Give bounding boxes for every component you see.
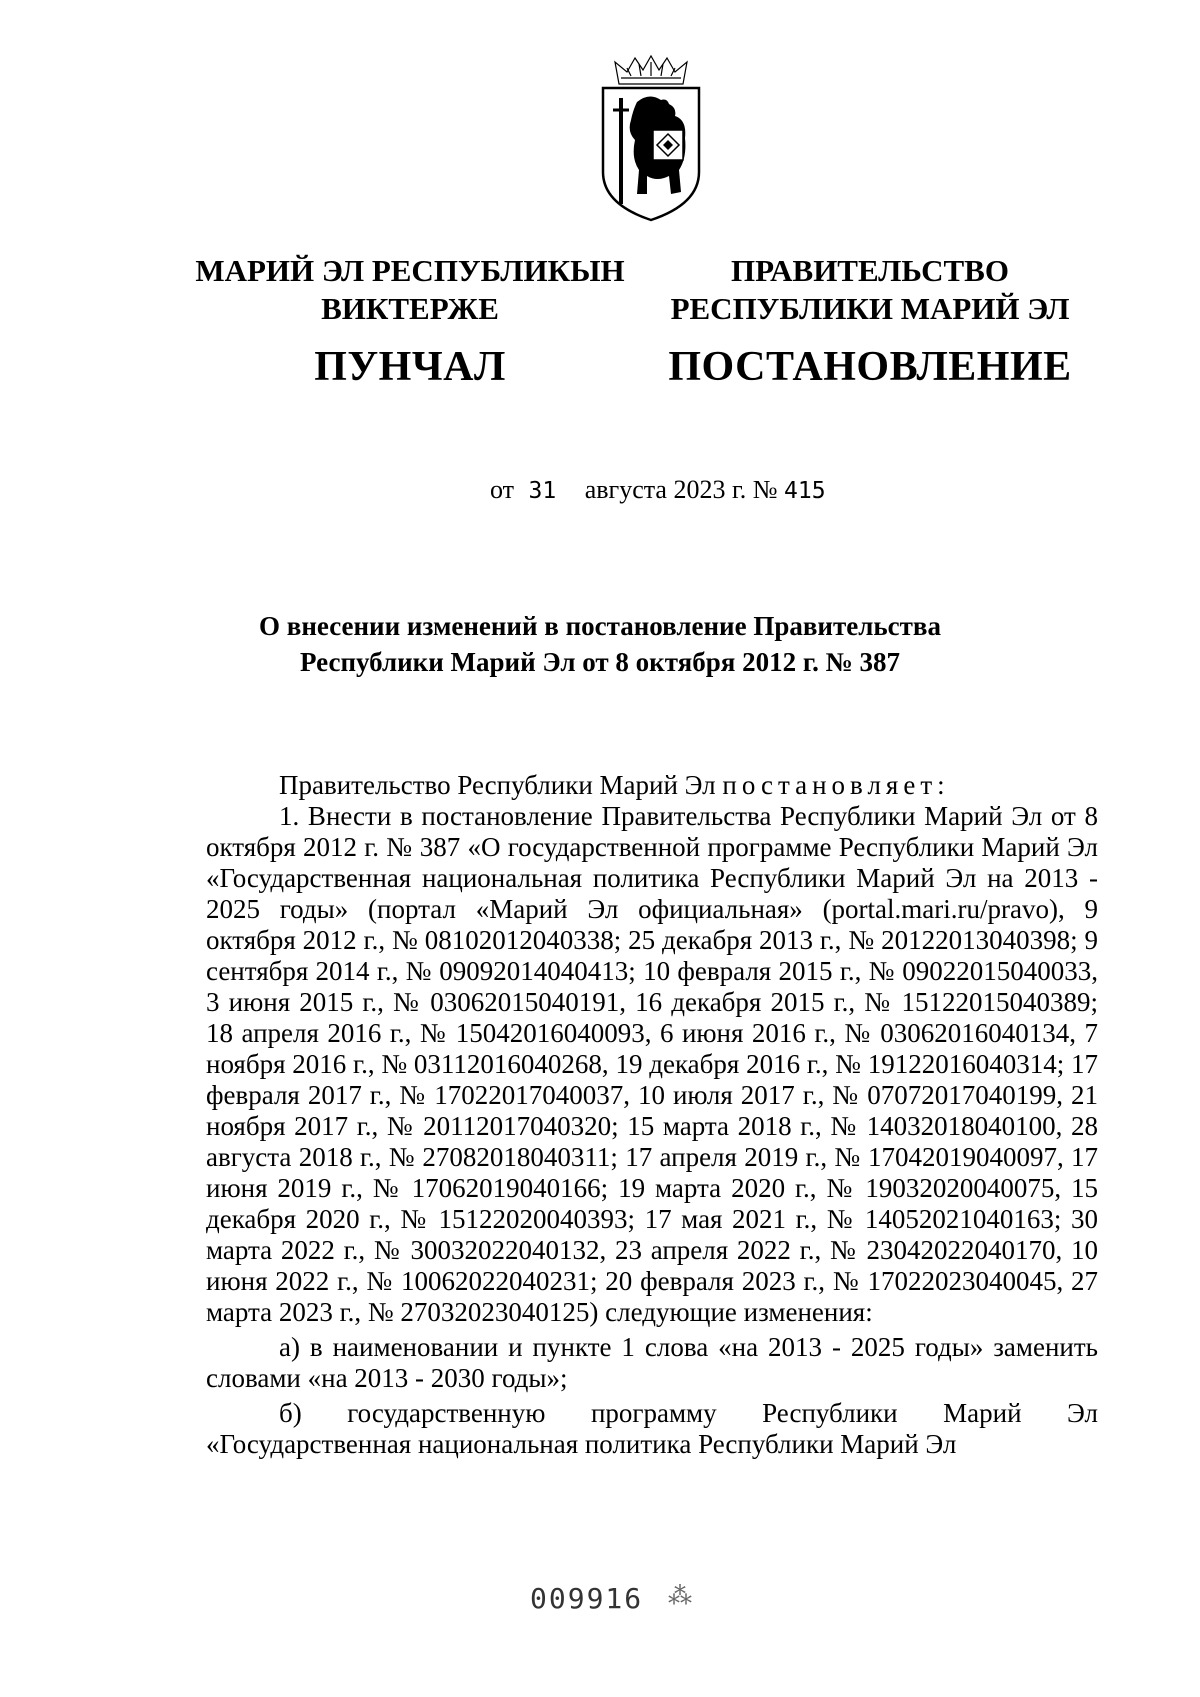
header-russian-block [660, 252, 1080, 392]
intro-paragraph [206, 770, 1098, 801]
stamp-mark-icon: ⁂ [668, 1584, 692, 1610]
intro-text: Правительство Республики Марий Эл [279, 770, 716, 800]
title-line2: Республики Марий Эл от 8 октября 2012 г. № 387 [300, 647, 900, 677]
intro-verb: постановляет: [722, 770, 950, 800]
title-line1: О внесении изменений в постановление Правительства [259, 611, 941, 641]
document-title [200, 608, 1000, 680]
paragraph-a: а) в наименовании и пункте 1 слова «на 2013 - 2025 годы» заменить словами «на 2013 - 2030 годы»; [206, 1332, 1098, 1393]
header-left-line1: МАРИЙ ЭЛ РЕСПУБЛИКЫН [195, 253, 625, 288]
date-prefix: от [490, 475, 515, 504]
document-number: 415 [784, 478, 826, 504]
header-left-line2: ВИКТЕРЖЕ [321, 291, 499, 326]
date-day: 31 [528, 478, 557, 504]
coat-of-arms-icon [597, 54, 705, 224]
header-right-line1: ПРАВИТЕЛЬСТВО [731, 253, 1009, 288]
date-month-year: августа 2023 г. № [584, 475, 778, 504]
header-left-doc-type: ПУНЧАЛ [314, 344, 506, 390]
header-right-line2: РЕСПУБЛИКИ МАРИЙ ЭЛ [670, 291, 1070, 326]
paragraph-b: б) государственную программу Республики Марий Эл «Государственная национальная политика Республики Марий Эл [206, 1398, 1098, 1459]
stamp-number: 009916 [530, 1582, 644, 1615]
header-mari-block [180, 252, 640, 392]
document-date-number [490, 475, 826, 505]
document-body [206, 770, 1098, 1460]
header-right-doc-type: ПОСТАНОВЛЕНИЕ [668, 344, 1072, 390]
paragraph-1: 1. Внести в постановление Правительства Республики Марий Эл от 8 октября 2012 г. № 387 «О государственной программе Республики Марий Эл «Государственная национальная политика Республики Марий Эл на 2013 - 2025 годы» (портал «Марий Эл официальная» (portal.mari.ru/pravo), 9 октября 2012 г., № 08102012040338; 25 декабря 2013 г., № 20122013040398; 9 сентября 2014 г., № 09092014040413; 10 февраля 2015 г., № 09022015040033, 3 июня 2015 г., № 03062015040191, 16 декабря 2015 г., № 15122015040389; 18 апреля 2016 г., № 15042016040093, 6 июня 2016 г., № 03062016040134, 7 ноября 2016 г., № 03112016040268, 19 декабря 2016 г., № 19122016040314; 17 февраля 2017 г., № 17022017040037, 10 июля 2017 г., № 07072017040199, 21 ноября 2017 г., № 20112017040320; 15 марта 2018 г., № 14032018040100, 28 августа 2018 г., № 27082018040311; 17 апреля 2019 г., № 17042019040097, 17 июня 2019 г., № 17062019040166; 19 марта 2020 г., № 19032020040075, 15 декабря 2020 г., № 15122020040393; 17 мая 2021 г., № 14052021040163; 30 марта 2022 г., № 30032022040132, 23 апреля 2022 г., № 23042022040170, 10 июня 2022 г., № 10062022040231; 20 февраля 2023 г., № 17022023040045, 27 марта 2023 г., № 27032023040125) следующие изменения: [206, 801, 1098, 1327]
